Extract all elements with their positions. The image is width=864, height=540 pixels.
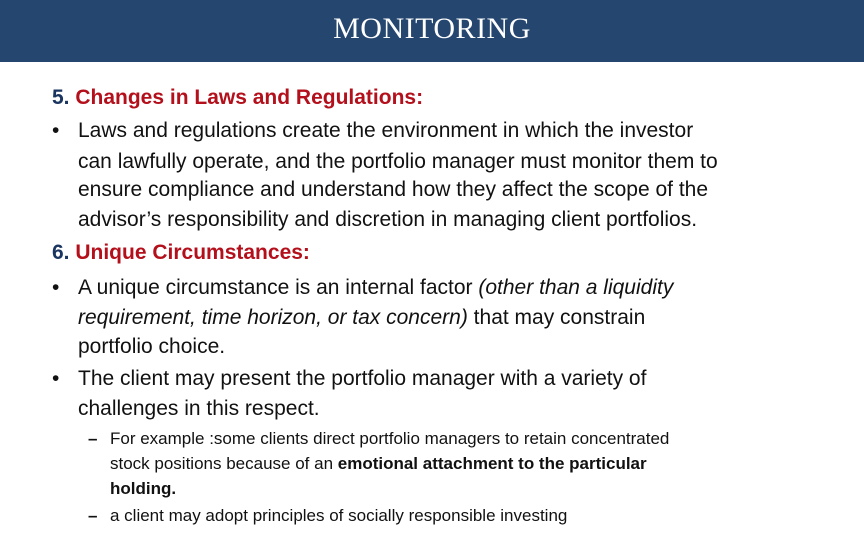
section-6-heading bbox=[52, 241, 310, 265]
bullet-text-segment: A unique circumstance is an internal factor bbox=[78, 276, 479, 299]
bullet-text-line: challenges in this respect. bbox=[78, 397, 320, 420]
title-bar bbox=[0, 0, 864, 62]
bullet-marker: • bbox=[52, 276, 60, 299]
sub-bullet-line: a client may adopt principles of socially responsible investing bbox=[110, 506, 568, 525]
bullet-text-line: portfolio choice. bbox=[78, 335, 226, 358]
bullet-text-line: Laws and regulations create the environment in which the investor bbox=[78, 119, 694, 142]
bullet-text-line: can lawfully operate, and the portfolio manager must monitor them to bbox=[78, 150, 718, 173]
section-5-title: Changes in Laws and Regulations: bbox=[75, 86, 424, 109]
sub-bullet-line: For example :some clients direct portfolio managers to retain concentrated bbox=[110, 429, 670, 448]
section-5-heading bbox=[52, 86, 423, 110]
bullet-text-line bbox=[78, 276, 673, 300]
bullet-text-italic: (other than a liquidity bbox=[478, 276, 674, 299]
bullet-marker: • bbox=[52, 119, 60, 142]
sub-bullet-dash: – bbox=[88, 429, 98, 448]
bullet-text-italic: requirement, time horizon, or tax concern) bbox=[78, 306, 468, 329]
sub-bullet-line bbox=[110, 479, 176, 499]
sub-bullet-bold: emotional attachment to the particular bbox=[337, 454, 647, 473]
bullet-text-segment: that may constrain bbox=[467, 306, 646, 329]
sub-bullet-dash: – bbox=[88, 506, 98, 525]
bullet-text-line bbox=[78, 306, 645, 330]
bullet-text-line: The client may present the portfolio manager with a variety of bbox=[78, 367, 647, 390]
sub-bullet-line bbox=[110, 454, 647, 474]
section-5-number: 5. bbox=[52, 86, 70, 109]
section-6-number: 6. bbox=[52, 241, 70, 264]
section-6-title: Unique Circumstances: bbox=[75, 241, 310, 264]
bullet-marker: • bbox=[52, 367, 60, 390]
bullet-text-line: ensure compliance and understand how they affect the scope of the bbox=[78, 178, 709, 201]
sub-bullet-bold: holding. bbox=[110, 479, 177, 498]
sub-bullet-segment: stock positions because of an bbox=[110, 454, 338, 473]
page-title: MONITORING bbox=[333, 12, 531, 45]
bullet-text-line: advisor’s responsibility and discretion in managing client portfolios. bbox=[78, 208, 698, 231]
